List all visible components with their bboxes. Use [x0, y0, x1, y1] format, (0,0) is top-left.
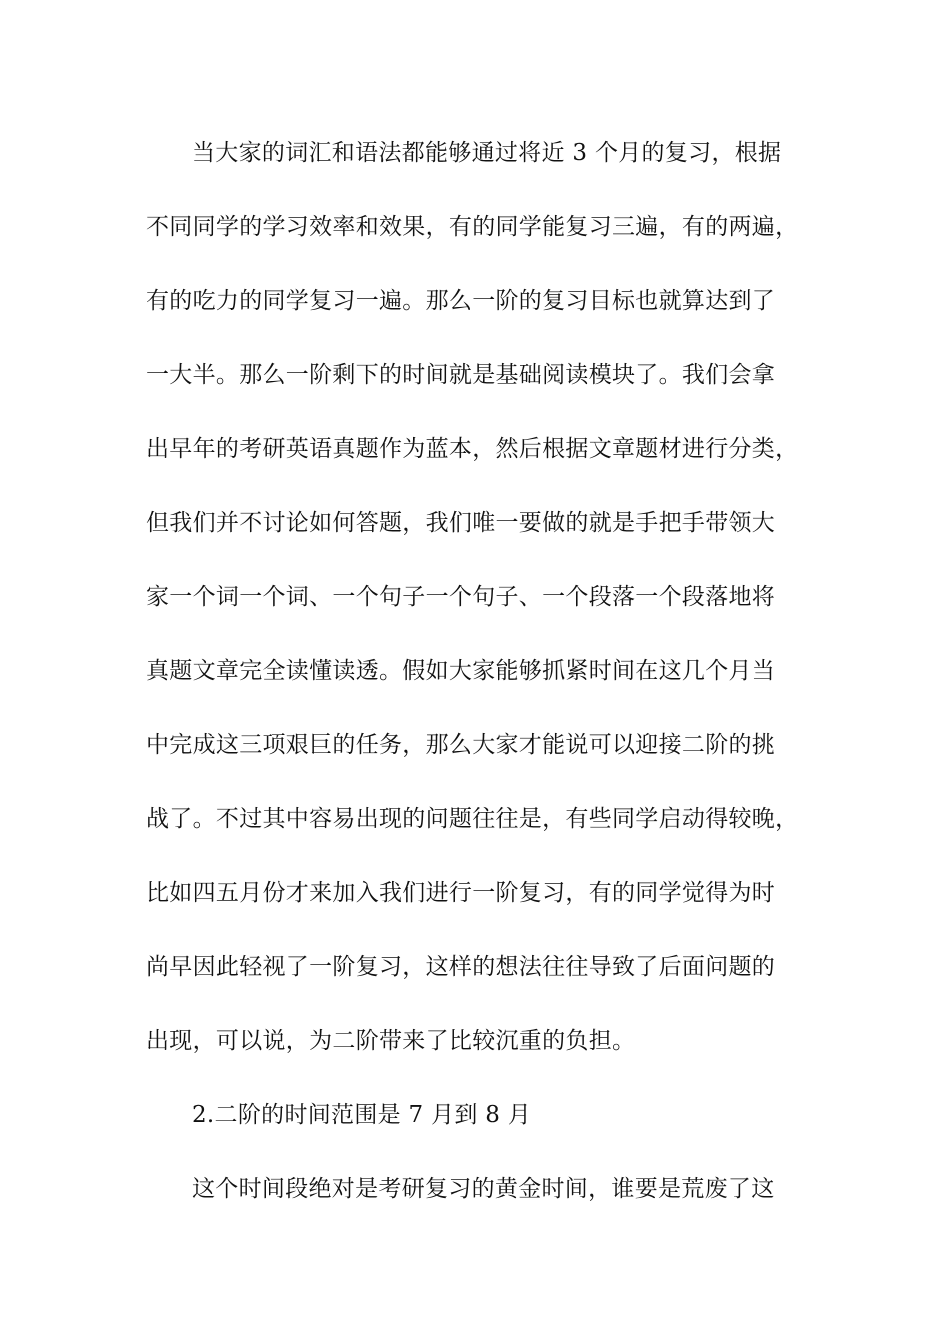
paragraph-line-6: 但我们并不讨论如何答题，我们唯一要做的就是手把手带领大 — [146, 510, 776, 536]
paragraph-line-5: 出早年的考研英语真题作为蓝本，然后根据文章题材进行分类， — [146, 436, 799, 462]
paragraph-line-13: 出现，可以说，为二阶带来了比较沉重的负担。 — [146, 1028, 636, 1054]
paragraph-line-8: 真题文章完全读懂读透。假如大家能够抓紧时间在这几个月当 — [146, 658, 776, 684]
paragraph-line-4: 一大半。那么一阶剩下的时间就是基础阅读模块了。我们会拿 — [146, 362, 776, 388]
paragraph-line-12: 尚早因此轻视了一阶复习，这样的想法往往导致了后面问题的 — [146, 954, 776, 980]
paragraph-line-9: 中完成这三项艰巨的任务，那么大家才能说可以迎接二阶的挑 — [146, 732, 776, 758]
paragraph-line-11: 比如四五月份才来加入我们进行一阶复习，有的同学觉得为时 — [146, 880, 776, 906]
paragraph-line-7: 家一个词一个词、一个句子一个句子、一个段落一个段落地将 — [146, 584, 776, 610]
paragraph-line-3: 有的吃力的同学复习一遍。那么一阶的复习目标也就算达到了 — [146, 288, 776, 314]
paragraph-line-10: 战了。不过其中容易出现的问题往往是，有些同学启动得较晚， — [146, 806, 799, 832]
paragraph-line-last: 这个时间段绝对是考研复习的黄金时间，谁要是荒废了这 — [192, 1176, 775, 1202]
paragraph-line-2: 不同同学的学习效率和效果，有的同学能复习三遍，有的两遍， — [146, 214, 799, 240]
paragraph-line-1: 当大家的词汇和语法都能够通过将近 3 个月的复习，根据 — [192, 140, 782, 166]
section-heading: 2.二阶的时间范围是 7 月到 8 月 — [192, 1102, 532, 1128]
